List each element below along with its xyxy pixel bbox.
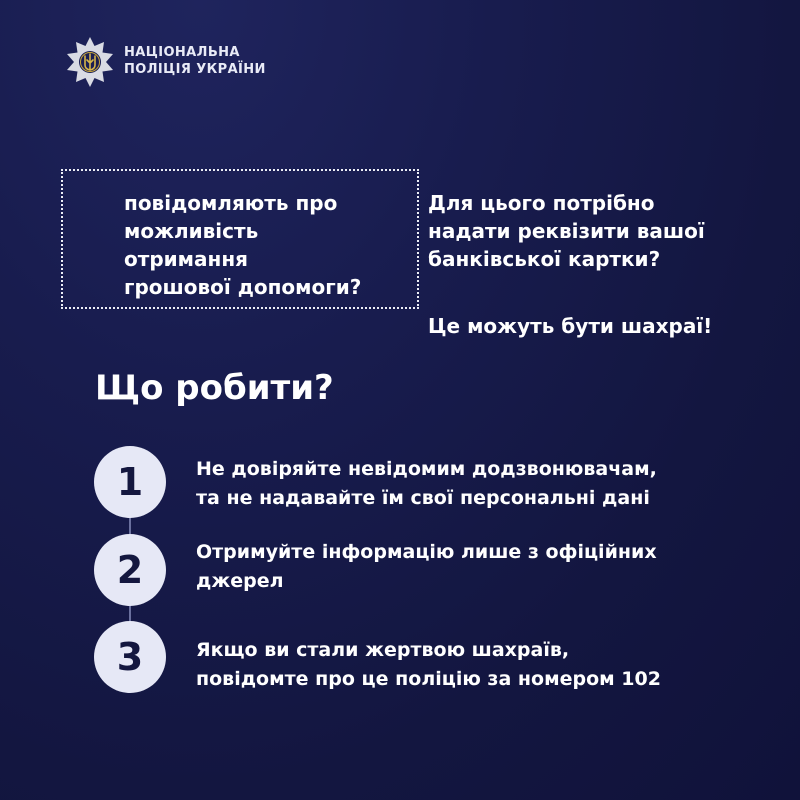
step-3-line-2: повідомте про це поліцію за номером 102 (196, 668, 661, 690)
callout-text (124, 189, 361, 301)
callout-line-2: можливість (124, 219, 259, 243)
scam-alert-text: Це можуть бути шахраї! (428, 314, 713, 338)
step-1-line-2: та не надавайте їм свої персональні дані (196, 487, 650, 509)
step-3-text (196, 636, 786, 694)
step-2-text (196, 538, 786, 596)
organization-name (124, 44, 266, 78)
question-line-3: банківської картки? (428, 247, 661, 271)
section-heading: Що робити? (95, 368, 334, 408)
step-2-number-badge: 2 (94, 534, 166, 606)
step-1-text (196, 455, 786, 513)
question-text (428, 189, 705, 273)
step-2-line-2: джерел (196, 570, 284, 592)
step-1-line-1: Не довіряйте невідомим додзвонювачам, (196, 458, 657, 480)
callout-line-4: грошової допомоги? (124, 275, 362, 299)
step-2-line-1: Отримуйте інформацію лише з офіційних (196, 541, 657, 563)
callout-line-3: отримання (124, 247, 248, 271)
org-name-line-2: ПОЛІЦІЯ УКРАЇНИ (124, 62, 266, 77)
org-name-line-1: НАЦІОНАЛЬНА (124, 45, 240, 60)
question-line-1: Для цього потрібно (428, 191, 655, 215)
step-1-number-badge: 1 (94, 446, 166, 518)
step-3-number-badge: 3 (94, 621, 166, 693)
step-3-line-1: Якщо ви стали жертвою шахраїв, (196, 639, 570, 661)
question-line-2: надати реквізити вашої (428, 219, 705, 243)
police-star-trident-icon (64, 36, 116, 88)
callout-line-1: повідомляють про (124, 191, 338, 215)
